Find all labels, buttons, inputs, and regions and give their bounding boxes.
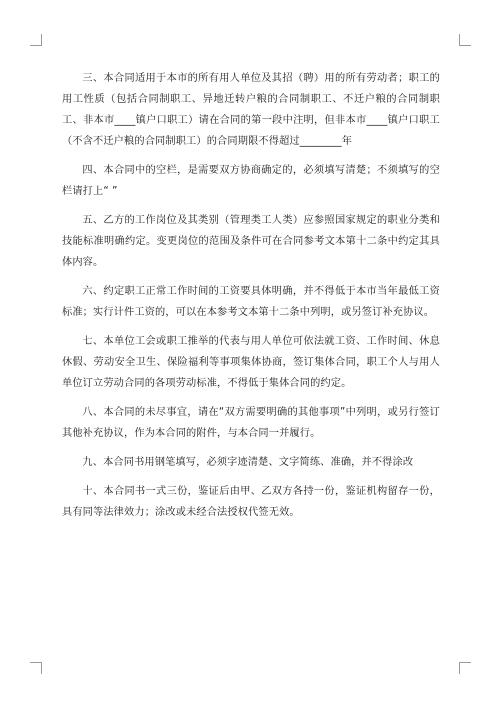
crop-mark-top-left: [30, 34, 42, 46]
clause-6: 六、约定职工正常工作时间的工资要具体明确，并不得低于本市当年最低工资标准；实行计件工资的，可以在本参考文本第十二条中列明，或另签订补充协议。: [62, 286, 440, 318]
crop-mark-bottom-right: [459, 662, 471, 674]
document-body: [62, 68, 440, 531]
crop-mark-top-right: [459, 34, 471, 46]
clause-10: 十、本合同书一式三份，鉴证后由甲、乙双方各持一份，鉴证机构留存一份，具有同等法律效力；涂改或未经合法授权代签无效。: [62, 486, 440, 518]
clause-3: 三、本合同适用于本市的所有用人单位及其招（聘）用的所有劳动者；职工的用工性质（包括合同制职工、异地迁转户粮的合同制职工、不迁户粮的合同制职工、非本市____镇户口职工）请在合同的第一段中注明，但非本市____镇户口职工（不含不迁户粮的合同制职工）的合同期限不得超过________年: [62, 73, 440, 147]
clause-5: 五、乙方的工作岗位及其类别（管理类工人类）应参照国家规定的职业分类和技能标准明确约定。变更岗位的范围及条件可在合同参考文本第十二条中约定其具体内容。: [62, 215, 440, 268]
clause-8: 八、本合同的未尽事宜，请在“双方需要明确的其他事项”中列明，或另行签订其他补充协议，作为本合同的附件，与本合同一并履行。: [62, 407, 440, 439]
clause-7: 七、本单位工会或职工推举的代表与用人单位可依法就工资、工作时间、休息休假、劳动安全卫生、保险福利等事项集体协商，签订集体合同，职工个人与用人单位订立劳动合同的各项劳动标准，不得低于集体合同的约定。: [62, 336, 440, 389]
clause-9: 九、本合同书用钢笔填写，必须字迹清楚、文字简练、准确，并不得涂改: [82, 457, 414, 468]
clause-4: 四、本合同中的空栏，是需要双方协商确定的，必须填写清楚；不须填写的空栏请打上“ ”: [62, 165, 440, 197]
crop-mark-bottom-left: [30, 662, 42, 674]
